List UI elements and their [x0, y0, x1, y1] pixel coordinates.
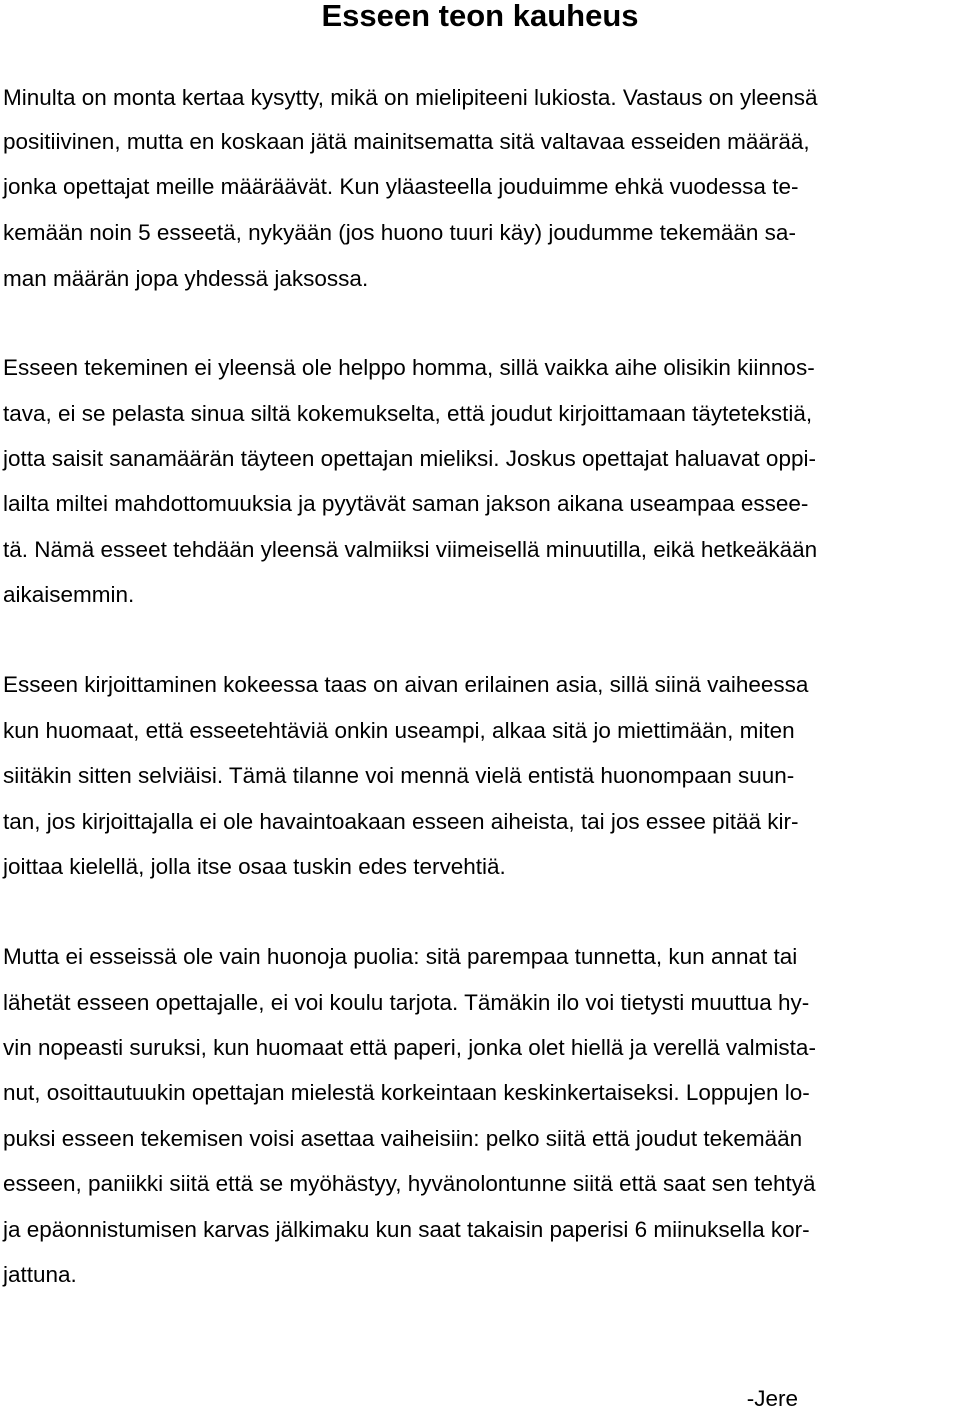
- paragraph-line: Mutta ei esseissä ole vain huonoja puolia: sitä parempaa tunnetta, kun annat tai: [3, 944, 798, 969]
- paragraph-line: man määrän jopa yhdessä jaksossa.: [3, 266, 369, 291]
- paragraph-line: vin nopeasti suruksi, kun huomaat että paperi, jonka olet hiellä ja verellä valmista-: [3, 1035, 816, 1060]
- author-signature: -Jere: [746, 1386, 798, 1411]
- paragraph-line: tava, ei se pelasta sinua siltä kokemukselta, että joudut kirjoittamaan täytetekstiä,: [3, 401, 813, 426]
- paragraph-line: jotta saisit sanamäärän täyteen opettajan mieliksi. Joskus opettajat haluavat oppi-: [3, 446, 816, 471]
- paragraph-line: joittaa kielellä, jolla itse osaa tuskin edes tervehtiä.: [3, 854, 506, 879]
- paragraph-line: lailta miltei mahdottomuuksia ja pyytävät saman jakson aikana useampaa essee-: [3, 491, 809, 516]
- paragraph-line: jattuna.: [3, 1262, 77, 1287]
- paragraph-line: tan, jos kirjoittajalla ei ole havaintoakaan esseen aiheista, tai jos essee pitää kir-: [3, 809, 799, 834]
- paragraph-line: tä. Nämä esseet tehdään yleensä valmiiksi viimeisellä minuutilla, eikä hetkeäkään: [3, 537, 818, 562]
- paragraph-line: Esseen tekeminen ei yleensä ole helppo homma, sillä vaikka aihe olisikin kiinnos-: [3, 355, 815, 380]
- paragraph-line: jonka opettajat meille määräävät. Kun yläasteella jouduimme ehkä vuodessa te-: [3, 174, 799, 199]
- paragraph-line: lähetät esseen opettajalle, ei voi koulu tarjota. Tämäkin ilo voi tietysti muuttua hy-: [3, 990, 810, 1015]
- paragraph-line: kemään noin 5 esseetä, nykyään (jos huono tuuri käy) joudumme tekemään sa-: [3, 220, 796, 245]
- paragraph-line: esseen, paniikki siitä että se myöhästyy, hyvänolontunne siitä että saat sen tehtyä: [3, 1171, 816, 1196]
- paragraph-line: Esseen kirjoittaminen kokeessa taas on aivan erilainen asia, sillä siinä vaiheessa: [3, 672, 809, 697]
- paragraph-line: kun huomaat, että esseetehtäviä onkin useampi, alkaa sitä jo miettimään, miten: [3, 718, 795, 743]
- paragraph-line: puksi esseen tekemisen voisi asettaa vaiheisiin: pelko siitä että joudut tekemään: [3, 1126, 803, 1151]
- paragraph-line: nut, osoittautuukin opettajan mielestä korkeintaan keskinkertaiseksi. Loppujen lo-: [3, 1080, 810, 1105]
- paragraph-line: aikaisemmin.: [3, 582, 135, 607]
- page-title: Esseen teon kauheus: [321, 0, 639, 33]
- paragraph-line: Minulta on monta kertaa kysytty, mikä on mielipiteeni lukiosta. Vastaus on yleensä: [3, 85, 818, 110]
- paragraph-line: siitäkin sitten selviäisi. Tämä tilanne voi mennä vielä entistä huonompaan suun-: [3, 763, 795, 788]
- paragraph-line: positiivinen, mutta en koskaan jätä mainitsematta sitä valtavaa esseiden määrää,: [3, 129, 810, 154]
- paragraph-line: ja epäonnistumisen karvas jälkimaku kun saat takaisin paperisi 6 miinuksella kor-: [3, 1217, 810, 1242]
